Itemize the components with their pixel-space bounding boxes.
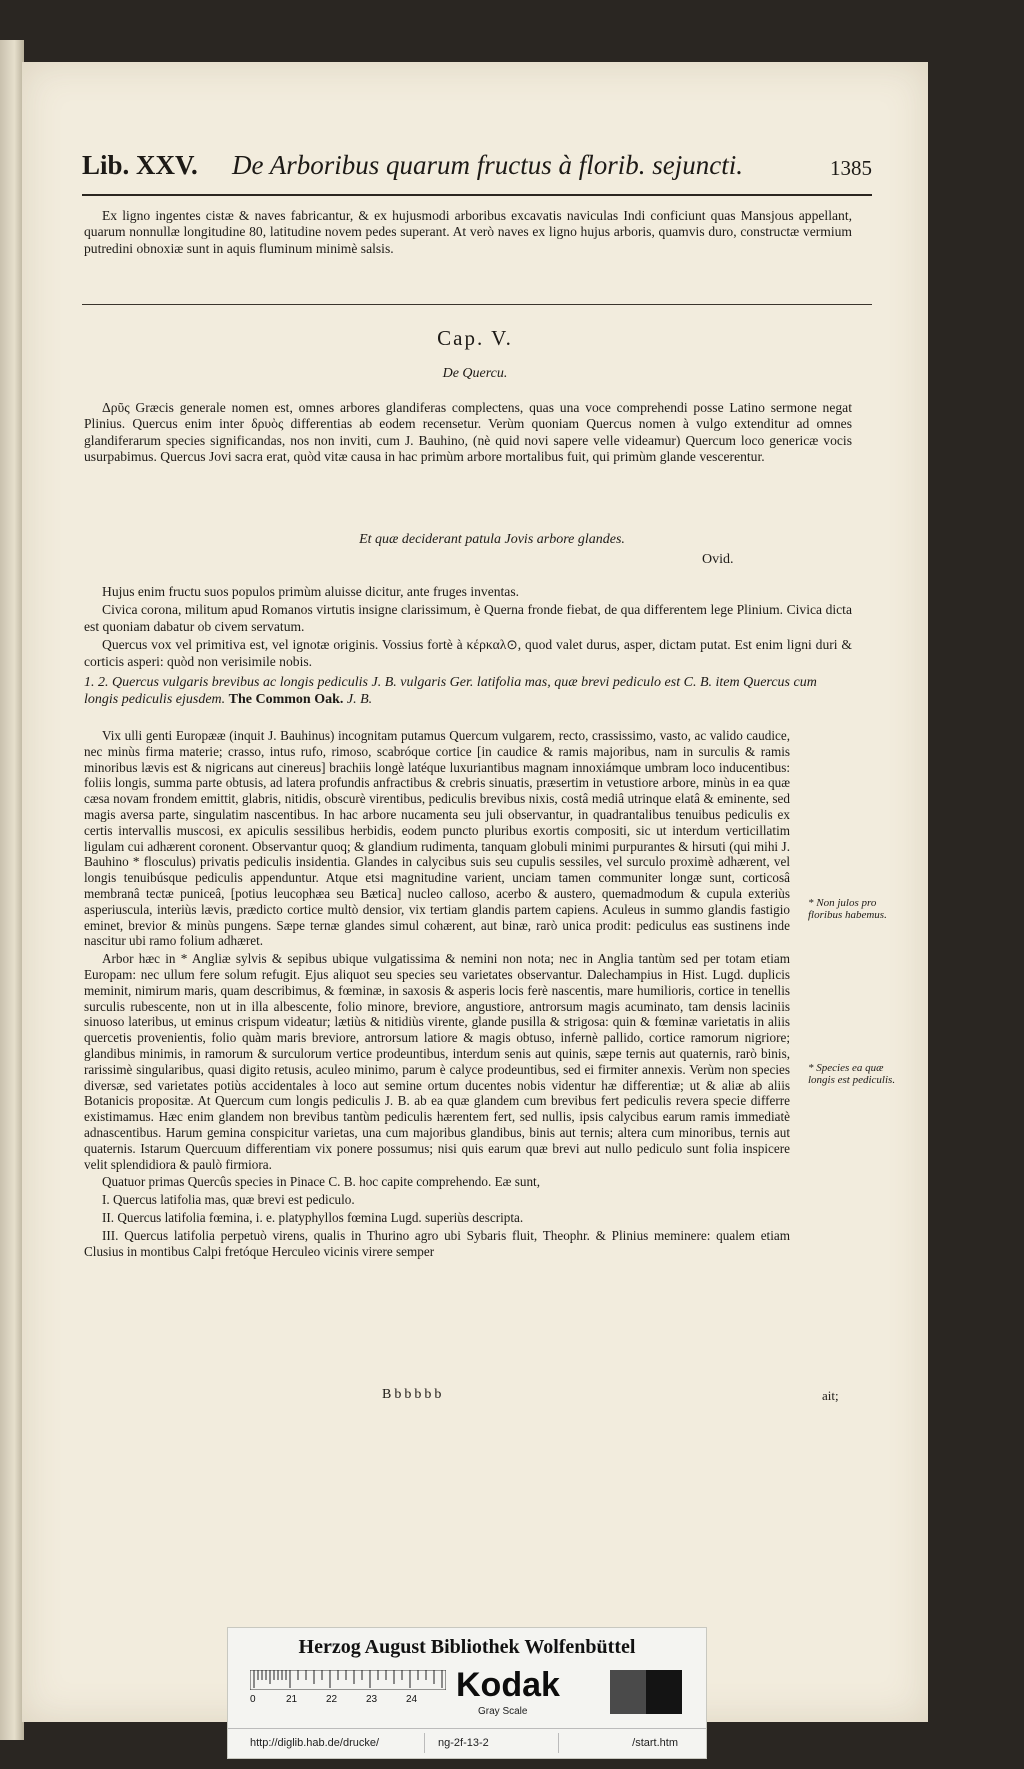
library-name: Herzog August Bibliothek Wolfenbüttel <box>298 1636 636 1658</box>
start-link[interactable]: /start.htm <box>632 1737 678 1749</box>
catchword: ait; <box>822 1388 839 1403</box>
description-text: Arbor hæc in * Angliæ sylvis & sepibus ubique vulgatissima & nemini non nota; nec in Anglia tantùm sed per totam etiam Europam: nec ullum fere solum refugit. Ejus aliquot seu species seu varietates observantur. Dalechampius in Hist. Lugd. duplicis meminit, nimirum maris, quam describimus, & fœminæ, in saxosis & asperis locis ferè nascentis, mare humilioris, cortice in tenellis surculis rubescente, non ut in illa albescente, folio minore, breviore, angustiore, antrorsum magis acuminato, tam densis laciniis sinuoso lateribus, ut eminus crispum videatur; lætiùs & nitidiùs virente, glande pusilla & strigosa: quin & fœminæ varietatis in aliis quercetis provenientis, folio quàm maris breviore, antrorsum latiore & magis obtuso, infernè pallido, cortice ramorum nigriore; glandibus minimis, in ramorum & surculorum vertice prodeuntibus, interdum senis aut quinis, sæpe ternis aut quaternis, rarò binis, rarissimè singularibus, quasi digito retusis, aculeo minimo, parum è calyce prodeuntibus, sed ei firmiter annexis. Verùm non species diversæ, sed varietates potiùs accidentales à loco aut semine ortum ducentes nobis videntur hæ differentiæ; ut & aliæ ab aliis Botanicis propositæ. At Quercum cum longis pediculis J. B. ab ea quæ glandem cum brevibus fert pediculis revera specie differre existimamus. Hæc enim glandem non brevibus tantùm pediculis hærentem fert, sed nullis, ipsis calycibus earum ramis immediatè adnascentibus. Harum gemina conspicitur varietas, una cum majoribus glandibus, binis aut ternis; altera cum minoribus, ternis aut quaternis. Istarum Quercuum differentiam vix ponere possumus; nisi quis earum quæ brevi aut nullo pediculo sunt folia inspicere velit splendidiora & paulò firmiora. <box>84 951 790 1172</box>
gray-swatch <box>610 1670 646 1714</box>
margin-note: * Non julos pro floribus habemus. <box>808 897 887 921</box>
ruler-number: 0 <box>250 1694 256 1705</box>
species-english-name: The Common Oak. <box>228 692 344 707</box>
card-footer <box>228 1728 706 1759</box>
black-swatch <box>646 1670 682 1714</box>
paragraph-text: Quercus vox vel primitiva est, vel ignotæ originis. Vossius fortè à κέρκαλ⊙, quod valet durus, asper, dictam putat. Est enim ligni duri & corticis asperi: quòd non verisimile nobis. <box>84 637 852 669</box>
running-header <box>82 150 872 190</box>
species-heading <box>84 674 852 708</box>
species-heading-text: 1. 2. Quercus vulgaris brevibus ac longis pediculis J. B. vulgaris Ger. latifolia mas, quæ brevi pediculo est C. B. item Quercus cum longis pediculis ejusdem. <box>84 675 817 707</box>
intro-text: Ex ligno ingentes cistæ & naves fabricantur, & ex hujusmodi arboribus excavatis naviculas Indi conficiunt quas Mansjous appellant, quarum nonnullæ longitudine 80, latitudine novem pedes superant. At verò naves ex ligno hujus arboris, quamvis duro, constructæ vermium putredini obnoxiæ sunt in aquis fluminum minimè salsis. <box>84 208 852 256</box>
margin-note: * Species ea quæ longis est pediculis. <box>808 1062 896 1086</box>
chapter-subtitle: De Quercu. <box>442 366 508 381</box>
library-card <box>227 1627 707 1759</box>
book-number: Lib. XXV. <box>82 150 198 180</box>
library-url[interactable]: http://diglib.hab.de/drucke/ <box>250 1737 380 1749</box>
description-text: Quatuor primas Quercûs species in Pinace C. B. hoc capite comprehendo. Eæ sunt, <box>102 1174 541 1190</box>
kodak-logo: Kodak <box>456 1666 560 1704</box>
shelfmark: ng-2f-13-2 <box>438 1737 489 1749</box>
description-text: Vix ulli genti Europææ (inquit J. Bauhinus) incognitam putamus Quercum vulgarem, recto, crassissimo, vasto, ac valido caudice, nec minùs firma materie; crasso, intus rufo, rimoso, scabróque cortice [in caudice & ramis majoribus, nam in surculis & ramis minoribus lævis est & nigricans aut cinereus] brachiis longè latéque luxuriantibus magnam innoxiámque umbram loco inducentibus: foliis longis, summa parte obtusis, ad latera profundis anfractibus & crebris sinuatis, præsertim in vetustiore arbore, minùs in ea quæ cæsa novam frondem emittit, glabris, nitidis, obscurè virentibus, pediculis brevibus nixis, costâ mediâ utrinque elatâ & eminente, sed magis aversa parte, singulatim nascentibus. In hac arbore nucamenta seu juli observantur, in quadrantalibus tenuibus pediculis ex certis intervallis muscosi, ex apiculis sessilibus herbidis, eodem puncto pluribus exortis compositi, sic ut interdum verticillatim ligulam cui adhærent coronent. Observantur quoq; & glandium rudimenta, tanquam globuli minimi purpurantes & hirsuti (qui mihi J. Bauhino * flosculus) privatis pediculis insidentia. Glandes in calycibus suis seu cupulis sessiles, vel surculo proximè adhærent, vel longis tenuibúsque pediculis appenduntur. Atque etsi magnitudine varient, unciam tamen communiter longæ sunt, corticosâ membranâ tectæ puniceâ, [potius leucophæa seu Bætica] nucleo calloso, acerbo & austero, quemadmodum & cupula exteriùs asperiuscula, interiùs lævis, prædicto cortice multò densior, vix tertiam glandis partem capiens. Aculeus in summo glandis fastigio eminet, brevior & minùs pungens. Sæpe ternæ glandes simul cohærent, aut binæ, rarò unica prodit: pediculus eas sustinens inde nascitur ubi ramo folium adhæret. <box>84 728 790 949</box>
running-title: De Arboribus quarum fructus à florib. sejuncti. <box>232 150 744 180</box>
signature-mark: Bbbbbb <box>382 1387 445 1402</box>
paragraph-history <box>84 584 852 672</box>
page-number: 1385 <box>830 156 872 180</box>
paragraph-text: Civica corona, militum apud Romanos virtutis insigne clarissimum, è Querna fronde fiebat, de qua differentem lege Plinium. Civica dicta est quoniam dabatur ob civem servatum. <box>84 602 852 634</box>
ovid-quote: Et quæ deciderant patula Jovis arbore glandes. <box>359 532 625 547</box>
ruler-number: 22 <box>326 1694 338 1705</box>
footer-separator <box>558 1733 559 1753</box>
species-description <box>84 728 790 1261</box>
description-text: II. Quercus latifolia fœmina, i. e. platyphyllos fœmina Lugd. superiùs descripta. <box>102 1209 524 1225</box>
section-divider <box>82 304 872 305</box>
footer-separator <box>424 1733 425 1753</box>
paragraph-text: Δρῦς Græcis generale nomen est, omnes arbores glandiferas complectens, quas una voce comprehendi posse Latino sermone negat Plinius. Quercus enim inter δρυὸς differentias ab eodem recensetur. Verùm quoniam Quercus nomen à vulgo extenditur ad omnes glandiferarum species significandas, nos non inviti, cum J. Bauhino, (nè quid novi sapere velle videamur) Quercum loco genericæ vocis usurpabimus. Quercus Jovi sacra erat, quòd vitæ causa in hac primùm arbore mortalibus fuit, qui primùm glande vescerentur. <box>84 400 852 465</box>
paragraph-text: Hujus enim fructu suos populos primùm aluisse dicitur, ante fruges inventas. <box>102 584 520 599</box>
intro-paragraph <box>84 208 852 259</box>
paragraph-etymology <box>84 400 852 468</box>
header-rule <box>82 194 872 196</box>
ruler-number: 21 <box>286 1694 298 1705</box>
book-page <box>22 62 928 1722</box>
quote-source: Ovid. <box>702 552 734 567</box>
species-author: J. B. <box>346 692 373 707</box>
chapter-title: Cap. V. <box>437 326 513 350</box>
book-spine <box>0 40 24 1740</box>
ruler-number: 24 <box>406 1694 418 1705</box>
scale-ruler <box>250 1670 446 1690</box>
description-text: I. Quercus latifolia mas, quæ brevi est pediculo. <box>102 1192 355 1208</box>
description-text: III. Quercus latifolia perpetuò virens, qualis in Thurino agro ubi Sybaris fluit, Theophr. & Plinius meminere: qualem etiam Clusius in montibus Calpi fretóque Herculeo vicinis virere semper <box>84 1227 790 1259</box>
grayscale-label: Gray Scale <box>478 1706 528 1717</box>
ruler-number: 23 <box>366 1694 378 1705</box>
